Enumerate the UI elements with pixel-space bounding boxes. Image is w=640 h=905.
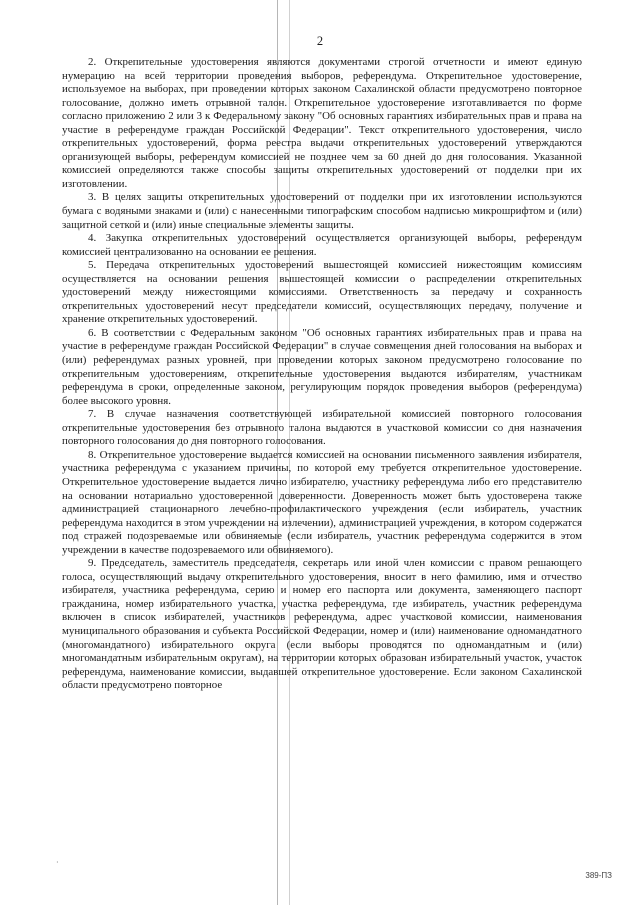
paragraph-5: 5. Передача открепительных удостоверений вышестоящей комиссией нижестоящим комиссиям осуществляется на основании решения вышестоящей комиссии о распределении открепительных удостоверений между нижестоящими комиссиями. Ответственность за передачу и сохранность открепительных удостоверений несут председатели комиссий, осуществляющих передачу, получение и хранение открепительных удостоверений. [62,259,582,326]
paragraph-4: 4. Закупка открепительных удостоверений осуществляется организующей выборы, референдум комиссией централизованно на основании ее решения. [62,232,582,258]
margin-mark: · [56,858,59,867]
paragraph-8: 8. Открепительное удостоверение выдается комиссией на основании письменного заявления избирателя, участника референдума с указанием причины, по которой ему требуется открепительное удостоверение. Открепительное удостоверение выдается лично избирателю, участнику референдума либо его представителю на основании нотариально удостоверенной доверенности. Доверенность может быть удостоверена также администрацией стационарного лечебно-профилактического учреждения (если избиратель, участник референдума находится в этом учреждении на излечении), администрацией учреждения, в котором содержатся под стражей подозреваемые или обвиняемые (если избиратель, участник референдума содержится в этом учреждении в качестве подозреваемого или обвиняемого). [62,448,582,556]
paragraph-2: 2. Открепительные удостоверения являются документами строгой отчетности и имеют единую нумерацию на всей территории проведения выборов, референдума. Открепительное удостоверение, используемое на выборах, при проведении которых законом Сахалинской области предусмотрено повторное голосование, должно иметь отрывной талон. Открепительное удостоверение изготавливается по форме согласно приложению 2 или 3 к Федеральному закону "Об основных гарантиях избирательных прав и права на участие в референдуме граждан Российской Федерации". Текст открепительного удостоверения, число открепительных удостоверений, форма реестра выдачи открепительных удостоверений утверждаются организующей выборы, референдум комиссией не позднее чем за 60 дней до дня голосования. Указанной комиссией определяются также способы защиты открепительных удостоверений от подделки при их изготовлении. [62,56,582,190]
page-number: 2 [316,34,324,48]
document-code: 389-ПЗ [585,871,612,880]
paragraph-9: 9. Председатель, заместитель председателя, секретарь или иной член комиссии с правом решающего голоса, осуществляющий выдачу открепительного удостоверения, вносит в него фамилию, имя и отчество избирателя, участника референдума, серию и номер его паспорта или документа, заменяющего паспорт гражданина, номер избирательного участка, участка референдума, где избиратель, участник референдума включен в список избирателей, участников референдума, адрес участковой комиссии, наименования муниципального образования и субъекта Российской Федерации, номер и (или) наименование одномандатного (многомандатного) избирательного округа (если выборы проводятся по одномандатным и (или) многомандатным избирательным округам), на территории которых образован избирательный участок, участок референдума, наименование комиссии, выдавшей открепительное удостоверение. Если законом Сахалинской области предусмотрено повторное [62,557,582,692]
paragraph-7: 7. В случае назначения соответствующей избирательной комиссией повторного голосования открепительные удостоверения без отрывного талона выдаются в участковой комиссии со дня назначения повторного голосования до дня повторного голосования. [62,408,582,448]
paragraph-3: 3. В целях защиты открепительных удостоверений от подделки при их изготовлении используются бумага с водяными знаками и (или) с нанесенными типографским способом надписью микрошрифтом и (или) защитной сеткой и (или) иные специальные элементы защиты. [62,191,582,231]
paragraph-6: 6. В соответствии с Федеральным законом "Об основных гарантиях избирательных прав и права на участие в референдуме граждан Российской Федерации" в случае совмещения дней голосования на выборах и (или) референдумах разных уровней, при проведении которых законом предусмотрено голосование по открепительным удостоверениям, открепительные удостоверения выдаются избирателям, участникам референдума в сроки, определенные законом, регулирующим порядок проведения выборов (референдума) более высокого уровня. [62,326,582,407]
document-body [62,56,582,693]
